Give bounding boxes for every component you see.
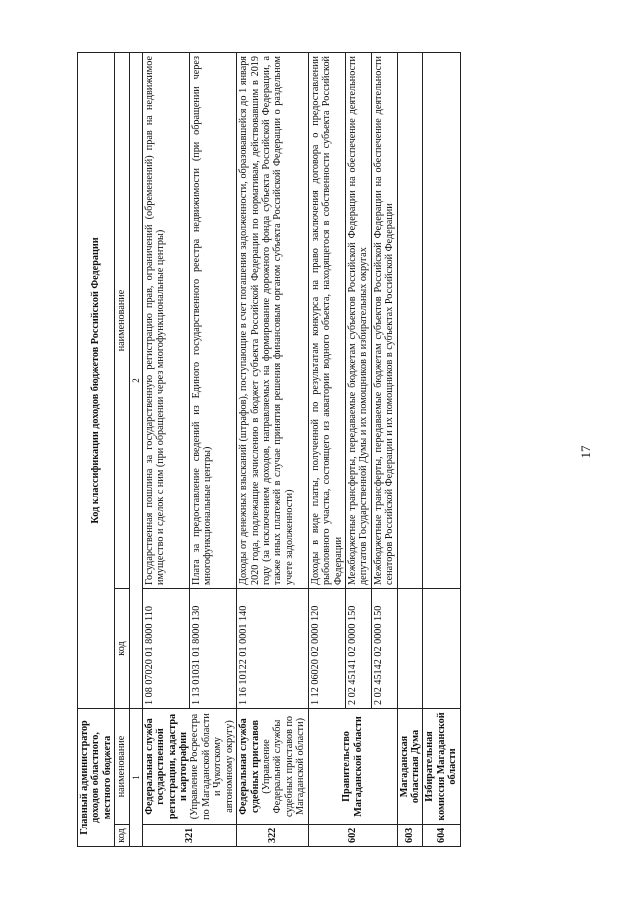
admin-code: 603 <box>397 825 423 847</box>
bkd-code: 1 08 07020 01 8000 110 <box>142 589 189 709</box>
admin-name <box>237 709 309 825</box>
bkd-name: Доходы от денежных взысканий (штрафов), поступающие в счет погашения задолженности, образовавшейся до 1 января 2020 года, подлежащие зачислению в бюджет субъекта Российской Федерации по нормативам, действовавшим в 2019 году (за исключением доходов, направляемых на формирование дорожного фонда субъекта Российской Федерации, а также иных платежей в случае принятия решения финансовым органом субъекта Российской Федерации о раздельном учете задолженности) <box>237 53 309 589</box>
header-admin-group: Главный администратор доходов областного, местного бюджета <box>78 709 115 847</box>
header-col-bkd-name: наименование <box>115 53 129 589</box>
admin-name: Магаданская областная Дума <box>397 709 423 825</box>
header-row-numbers <box>129 53 142 847</box>
bkd-name: Доходы в виде платы, полученной по результатам конкурса на право заключения договора о предоставлении рыболовного участка, состоящего из акватории водного объекта, находящегося в собственности субъекта Российской Федерации <box>308 53 345 589</box>
header-num-1: 1 <box>129 709 142 847</box>
admin-name <box>142 709 236 825</box>
bkd-code: 2 02 45141 02 0000 150 <box>345 589 371 709</box>
bkd-code-empty <box>423 589 460 709</box>
header-row-2 <box>115 53 129 847</box>
admin-code: 322 <box>237 825 309 847</box>
table-row <box>308 53 345 847</box>
bkd-code: 2 02 45142 02 0000 150 <box>371 589 397 709</box>
header-row-1 <box>78 53 115 847</box>
admin-name-note: (Управление Росреестра по Магаданской области и Чукотскому автономному округу) <box>189 713 235 820</box>
table-row <box>237 53 309 847</box>
table-row <box>423 53 460 847</box>
header-col-code: код <box>115 825 129 847</box>
admin-code: 604 <box>423 825 460 847</box>
header-col-bkd-code: код <box>115 589 129 709</box>
table-row <box>397 53 423 847</box>
table-row <box>142 53 189 847</box>
admin-name-bold: Федеральная служба государственной регистрации, кадастра и картографии <box>143 713 190 820</box>
bkd-name: Государственная пошлина за государственную регистрацию прав, ограничений (обременений) прав на недвижимое имущество и сделок с ним (при обращении через многофункциональные центры) <box>142 53 189 589</box>
admin-name-bold: Федеральная служба судебных приставов <box>238 718 261 815</box>
bkd-name: Межбюджетные трансферты, передаваемые бюджетам субъектов Российской Федерации на обеспечение деятельности сенаторов Российской Федерации и их помощников в субъектах Российской Федерации <box>371 53 397 589</box>
bkd-name-empty <box>423 53 460 589</box>
admin-code: 321 <box>142 825 236 847</box>
admin-code: 602 <box>308 825 397 847</box>
rotated-table-wrapper <box>77 52 552 847</box>
page-number: 17 <box>578 445 593 459</box>
admin-name: Избирательная комиссия Магаданской области <box>423 709 460 825</box>
header-num-2: 2 <box>129 53 142 709</box>
header-col-admin-name: наименование <box>115 709 129 825</box>
bkd-name: Плата за предоставление сведений из Единого государственного реестра недвижимости (при обращении через многофункциональные центры) <box>189 53 236 589</box>
bkd-code: 1 12 06020 02 0000 120 <box>308 589 345 709</box>
bkd-name: Межбюджетные трансферты, передаваемые бюджетам субъектов Российской Федерации на обеспечение деятельности депутатов Государственной Думы и их помощников в избирательных округах <box>345 53 371 589</box>
bkd-name-empty <box>397 53 423 589</box>
income-classification-table <box>77 52 461 847</box>
bkd-code-empty <box>397 589 423 709</box>
header-classif-group: Код классификации доходов бюджетов Российской Федерации <box>78 53 115 709</box>
bkd-code: 1 13 01031 01 8000 130 <box>189 589 236 709</box>
bkd-code: 1 16 10122 01 0001 140 <box>237 589 309 709</box>
admin-name: Правительство Магаданской области <box>308 709 397 825</box>
admin-name-note: (Управление Федеральной службы судебных приставов по Магаданской области) <box>260 715 307 818</box>
